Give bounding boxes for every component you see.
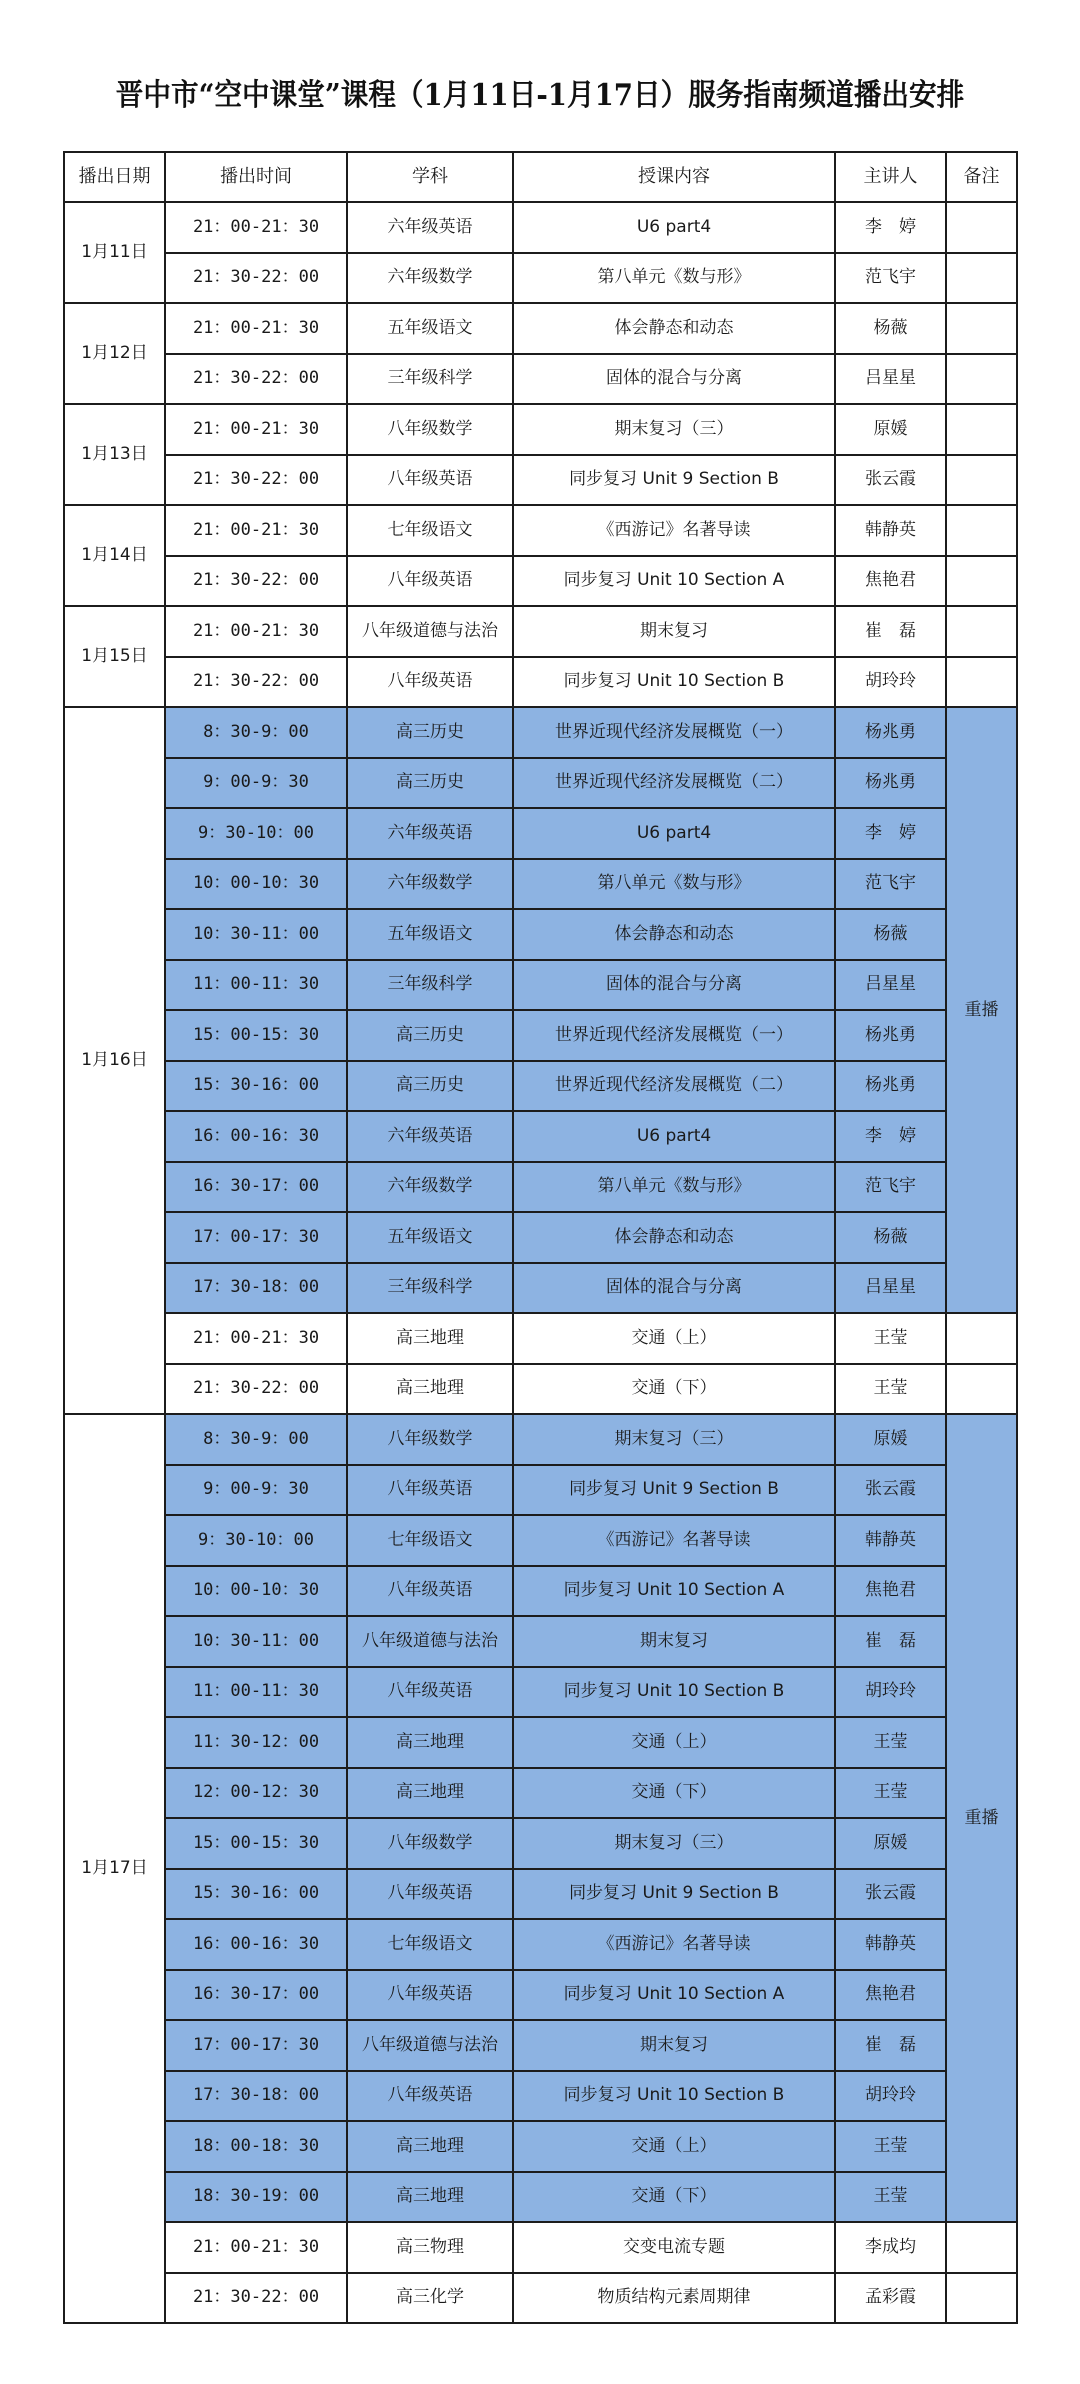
content-cell: 物质结构元素周期律 (513, 2273, 835, 2324)
note-cell-replay: 重播 (946, 707, 1017, 1313)
subject-cell: 高三化学 (347, 2273, 513, 2324)
lecturer-cell: 杨兆勇 (835, 1010, 946, 1061)
date-cell: 1月17日 (64, 1414, 165, 2323)
header-note: 备注 (946, 152, 1017, 202)
table-row (64, 960, 1017, 1011)
lecturer-cell: 王莹 (835, 2172, 946, 2223)
time-cell: 10：30-11：00 (165, 909, 347, 960)
lecturer-cell: 杨薇 (835, 303, 946, 354)
table-row (64, 556, 1017, 607)
subject-cell: 高三地理 (347, 1364, 513, 1415)
subject-cell: 七年级语文 (347, 505, 513, 556)
content-cell: 期末复习（三） (513, 1414, 835, 1465)
table-row (64, 2020, 1017, 2071)
lecturer-cell: 李成均 (835, 2222, 946, 2273)
table-row (64, 758, 1017, 809)
table-row (64, 1515, 1017, 1566)
time-cell: 10：00-10：30 (165, 1566, 347, 1617)
note-cell-replay: 重播 (946, 1414, 1017, 2222)
subject-cell: 高三历史 (347, 1010, 513, 1061)
subject-cell: 三年级科学 (347, 960, 513, 1011)
table-row (64, 1717, 1017, 1768)
note-cell (946, 606, 1017, 657)
table-row (64, 1667, 1017, 1718)
content-cell: U6 part4 (513, 1111, 835, 1162)
table-row (64, 1010, 1017, 1061)
lecturer-cell: 崔 磊 (835, 1616, 946, 1667)
subject-cell: 六年级数学 (347, 859, 513, 910)
subject-cell: 八年级英语 (347, 1970, 513, 2021)
lecturer-cell: 焦艳君 (835, 1970, 946, 2021)
table-row (64, 909, 1017, 960)
time-cell: 9：00-9：30 (165, 758, 347, 809)
table-row (64, 1869, 1017, 1920)
content-cell: 期末复习 (513, 606, 835, 657)
table-row (64, 1919, 1017, 1970)
time-cell: 10：30-11：00 (165, 1616, 347, 1667)
content-cell: 同步复习 Unit 10 Section B (513, 657, 835, 708)
table-row (64, 354, 1017, 405)
content-cell: 《西游记》名著导读 (513, 1515, 835, 1566)
lecturer-cell: 杨兆勇 (835, 1061, 946, 1112)
note-cell (946, 202, 1017, 253)
lecturer-cell: 李 婷 (835, 808, 946, 859)
subject-cell: 八年级英语 (347, 1566, 513, 1617)
table-row (64, 859, 1017, 910)
lecturer-cell: 韩静英 (835, 505, 946, 556)
content-cell: 同步复习 Unit 10 Section A (513, 556, 835, 607)
subject-cell: 八年级道德与法治 (347, 606, 513, 657)
table-row (64, 707, 1017, 758)
lecturer-cell: 范飞宇 (835, 1162, 946, 1213)
header-content: 授课内容 (513, 152, 835, 202)
table-row (64, 1818, 1017, 1869)
note-cell (946, 1364, 1017, 1415)
lecturer-cell: 胡玲玲 (835, 1667, 946, 1718)
time-cell: 17：30-18：00 (165, 1263, 347, 1314)
subject-cell: 八年级英语 (347, 1465, 513, 1516)
time-cell: 18：30-19：00 (165, 2172, 347, 2223)
time-cell: 21：00-21：30 (165, 505, 347, 556)
subject-cell: 六年级数学 (347, 253, 513, 304)
schedule-body (64, 202, 1017, 2323)
lecturer-cell: 李 婷 (835, 202, 946, 253)
time-cell: 21：30-22：00 (165, 253, 347, 304)
content-cell: 交通（上） (513, 2121, 835, 2172)
content-cell: 期末复习 (513, 1616, 835, 1667)
table-row (64, 505, 1017, 556)
time-cell: 21：00-21：30 (165, 404, 347, 455)
time-cell: 15：30-16：00 (165, 1869, 347, 1920)
time-cell: 21：30-22：00 (165, 556, 347, 607)
lecturer-cell: 焦艳君 (835, 1566, 946, 1617)
subject-cell: 六年级英语 (347, 202, 513, 253)
table-row (64, 2071, 1017, 2122)
note-cell (946, 2273, 1017, 2324)
note-cell (946, 657, 1017, 708)
lecturer-cell: 焦艳君 (835, 556, 946, 607)
content-cell: 交通（上） (513, 1313, 835, 1364)
subject-cell: 八年级英语 (347, 556, 513, 607)
header-time: 播出时间 (165, 152, 347, 202)
subject-cell: 高三地理 (347, 2121, 513, 2172)
lecturer-cell: 韩静英 (835, 1919, 946, 1970)
note-cell (946, 505, 1017, 556)
time-cell: 17：00-17：30 (165, 2020, 347, 2071)
lecturer-cell: 王莹 (835, 1717, 946, 1768)
content-cell: 同步复习 Unit 10 Section A (513, 1566, 835, 1617)
note-cell (946, 556, 1017, 607)
table-row (64, 1111, 1017, 1162)
date-cell: 1月11日 (64, 202, 165, 303)
content-cell: 世界近现代经济发展概览（二） (513, 1061, 835, 1112)
content-cell: 第八单元《数与形》 (513, 859, 835, 910)
time-cell: 15：30-16：00 (165, 1061, 347, 1112)
header-subject: 学科 (347, 152, 513, 202)
note-cell (946, 303, 1017, 354)
time-cell: 11：00-11：30 (165, 960, 347, 1011)
content-cell: 世界近现代经济发展概览（一） (513, 1010, 835, 1061)
content-cell: 交变电流专题 (513, 2222, 835, 2273)
subject-cell: 八年级英语 (347, 657, 513, 708)
content-cell: 同步复习 Unit 10 Section B (513, 2071, 835, 2122)
table-row (64, 1768, 1017, 1819)
time-cell: 16：00-16：30 (165, 1111, 347, 1162)
date-cell: 1月14日 (64, 505, 165, 606)
lecturer-cell: 范飞宇 (835, 859, 946, 910)
time-cell: 10：00-10：30 (165, 859, 347, 910)
lecturer-cell: 张云霞 (835, 1465, 946, 1516)
subject-cell: 五年级语文 (347, 303, 513, 354)
content-cell: 交通（上） (513, 1717, 835, 1768)
lecturer-cell: 杨薇 (835, 909, 946, 960)
content-cell: 《西游记》名著导读 (513, 505, 835, 556)
subject-cell: 高三地理 (347, 1313, 513, 1364)
table-row (64, 1313, 1017, 1364)
lecturer-cell: 原媛 (835, 404, 946, 455)
time-cell: 21：00-21：30 (165, 1313, 347, 1364)
time-cell: 15：00-15：30 (165, 1010, 347, 1061)
table-row (64, 253, 1017, 304)
content-cell: U6 part4 (513, 202, 835, 253)
lecturer-cell: 王莹 (835, 1768, 946, 1819)
time-cell: 9：30-10：00 (165, 1515, 347, 1566)
lecturer-cell: 王莹 (835, 1364, 946, 1415)
lecturer-cell: 杨薇 (835, 1212, 946, 1263)
subject-cell: 八年级英语 (347, 455, 513, 506)
subject-cell: 六年级英语 (347, 1111, 513, 1162)
table-row (64, 1061, 1017, 1112)
time-cell: 21：30-22：00 (165, 455, 347, 506)
content-cell: 世界近现代经济发展概览（一） (513, 707, 835, 758)
table-row (64, 1465, 1017, 1516)
lecturer-cell: 李 婷 (835, 1111, 946, 1162)
subject-cell: 八年级数学 (347, 404, 513, 455)
content-cell: 体会静态和动态 (513, 909, 835, 960)
subject-cell: 高三历史 (347, 1061, 513, 1112)
content-cell: 《西游记》名著导读 (513, 1919, 835, 1970)
table-row (64, 2222, 1017, 2273)
lecturer-cell: 崔 磊 (835, 606, 946, 657)
table-row (64, 657, 1017, 708)
date-cell: 1月15日 (64, 606, 165, 707)
table-row (64, 1566, 1017, 1617)
table-row (64, 606, 1017, 657)
content-cell: 第八单元《数与形》 (513, 1162, 835, 1213)
note-cell (946, 2222, 1017, 2273)
time-cell: 21：30-22：00 (165, 354, 347, 405)
lecturer-cell: 孟彩霞 (835, 2273, 946, 2324)
time-cell: 9：30-10：00 (165, 808, 347, 859)
schedule-table (63, 151, 1018, 2324)
content-cell: 第八单元《数与形》 (513, 253, 835, 304)
header-date: 播出日期 (64, 152, 165, 202)
subject-cell: 五年级语文 (347, 909, 513, 960)
content-cell: 同步复习 Unit 10 Section A (513, 1970, 835, 2021)
lecturer-cell: 原媛 (835, 1414, 946, 1465)
lecturer-cell: 原媛 (835, 1818, 946, 1869)
subject-cell: 八年级英语 (347, 1869, 513, 1920)
time-cell: 8：30-9：00 (165, 707, 347, 758)
content-cell: 期末复习 (513, 2020, 835, 2071)
lecturer-cell: 范飞宇 (835, 253, 946, 304)
subject-cell: 六年级英语 (347, 808, 513, 859)
subject-cell: 高三地理 (347, 1717, 513, 1768)
table-row (64, 2172, 1017, 2223)
time-cell: 17：30-18：00 (165, 2071, 347, 2122)
time-cell: 18：00-18：30 (165, 2121, 347, 2172)
table-row (64, 455, 1017, 506)
subject-cell: 七年级语文 (347, 1515, 513, 1566)
lecturer-cell: 吕星星 (835, 960, 946, 1011)
content-cell: 固体的混合与分离 (513, 354, 835, 405)
lecturer-cell: 吕星星 (835, 354, 946, 405)
content-cell: U6 part4 (513, 808, 835, 859)
content-cell: 期末复习（三） (513, 1818, 835, 1869)
content-cell: 同步复习 Unit 9 Section B (513, 1869, 835, 1920)
date-cell: 1月12日 (64, 303, 165, 404)
table-row (64, 404, 1017, 455)
subject-cell: 五年级语文 (347, 1212, 513, 1263)
content-cell: 期末复习（三） (513, 404, 835, 455)
date-cell: 1月13日 (64, 404, 165, 505)
note-cell (946, 354, 1017, 405)
subject-cell: 七年级语文 (347, 1919, 513, 1970)
content-cell: 交通（下） (513, 1768, 835, 1819)
time-cell: 8：30-9：00 (165, 1414, 347, 1465)
content-cell: 同步复习 Unit 9 Section B (513, 1465, 835, 1516)
subject-cell: 八年级道德与法治 (347, 1616, 513, 1667)
content-cell: 世界近现代经济发展概览（二） (513, 758, 835, 809)
header-lecturer: 主讲人 (835, 152, 946, 202)
subject-cell: 高三地理 (347, 2172, 513, 2223)
note-cell (946, 455, 1017, 506)
time-cell: 21：00-21：30 (165, 303, 347, 354)
date-cell: 1月16日 (64, 707, 165, 1414)
subject-cell: 高三物理 (347, 2222, 513, 2273)
note-cell (946, 404, 1017, 455)
table-row (64, 303, 1017, 354)
lecturer-cell: 吕星星 (835, 1263, 946, 1314)
subject-cell: 三年级科学 (347, 1263, 513, 1314)
table-row (64, 1414, 1017, 1465)
subject-cell: 八年级英语 (347, 2071, 513, 2122)
time-cell: 9：00-9：30 (165, 1465, 347, 1516)
content-cell: 交通（下） (513, 1364, 835, 1415)
subject-cell: 三年级科学 (347, 354, 513, 405)
time-cell: 21：00-21：30 (165, 202, 347, 253)
time-cell: 21：00-21：30 (165, 606, 347, 657)
subject-cell: 高三地理 (347, 1768, 513, 1819)
lecturer-cell: 张云霞 (835, 1869, 946, 1920)
note-cell (946, 1313, 1017, 1364)
time-cell: 21：30-22：00 (165, 657, 347, 708)
table-row (64, 1263, 1017, 1314)
content-cell: 同步复习 Unit 10 Section B (513, 1667, 835, 1718)
lecturer-cell: 杨兆勇 (835, 758, 946, 809)
time-cell: 11：30-12：00 (165, 1717, 347, 1768)
content-cell: 固体的混合与分离 (513, 960, 835, 1011)
table-row (64, 1616, 1017, 1667)
content-cell: 固体的混合与分离 (513, 1263, 835, 1314)
subject-cell: 八年级数学 (347, 1818, 513, 1869)
time-cell: 16：30-17：00 (165, 1970, 347, 2021)
time-cell: 11：00-11：30 (165, 1667, 347, 1718)
content-cell: 体会静态和动态 (513, 1212, 835, 1263)
subject-cell: 高三历史 (347, 758, 513, 809)
lecturer-cell: 杨兆勇 (835, 707, 946, 758)
time-cell: 17：00-17：30 (165, 1212, 347, 1263)
table-row (64, 1212, 1017, 1263)
time-cell: 21：30-22：00 (165, 1364, 347, 1415)
table-row (64, 1970, 1017, 2021)
time-cell: 15：00-15：30 (165, 1818, 347, 1869)
subject-cell: 八年级英语 (347, 1667, 513, 1718)
lecturer-cell: 韩静英 (835, 1515, 946, 1566)
page-title: 晋中市“空中课堂”课程（1月11日-1月17日）服务指南频道播出安排 (115, 78, 965, 113)
table-row (64, 2121, 1017, 2172)
subject-cell: 高三历史 (347, 707, 513, 758)
time-cell: 21：00-21：30 (165, 2222, 347, 2273)
subject-cell: 八年级数学 (347, 1414, 513, 1465)
time-cell: 12：00-12：30 (165, 1768, 347, 1819)
subject-cell: 六年级数学 (347, 1162, 513, 1213)
content-cell: 体会静态和动态 (513, 303, 835, 354)
time-cell: 21：30-22：00 (165, 2273, 347, 2324)
table-row (64, 808, 1017, 859)
lecturer-cell: 胡玲玲 (835, 2071, 946, 2122)
subject-cell: 八年级道德与法治 (347, 2020, 513, 2071)
lecturer-cell: 胡玲玲 (835, 657, 946, 708)
time-cell: 16：30-17：00 (165, 1162, 347, 1213)
table-row (64, 1162, 1017, 1213)
note-cell (946, 253, 1017, 304)
content-cell: 交通（下） (513, 2172, 835, 2223)
table-row (64, 202, 1017, 253)
lecturer-cell: 王莹 (835, 2121, 946, 2172)
table-row (64, 1364, 1017, 1415)
header-row (64, 152, 1017, 202)
lecturer-cell: 张云霞 (835, 455, 946, 506)
content-cell: 同步复习 Unit 9 Section B (513, 455, 835, 506)
lecturer-cell: 崔 磊 (835, 2020, 946, 2071)
table-row (64, 2273, 1017, 2324)
lecturer-cell: 王莹 (835, 1313, 946, 1364)
time-cell: 16：00-16：30 (165, 1919, 347, 1970)
